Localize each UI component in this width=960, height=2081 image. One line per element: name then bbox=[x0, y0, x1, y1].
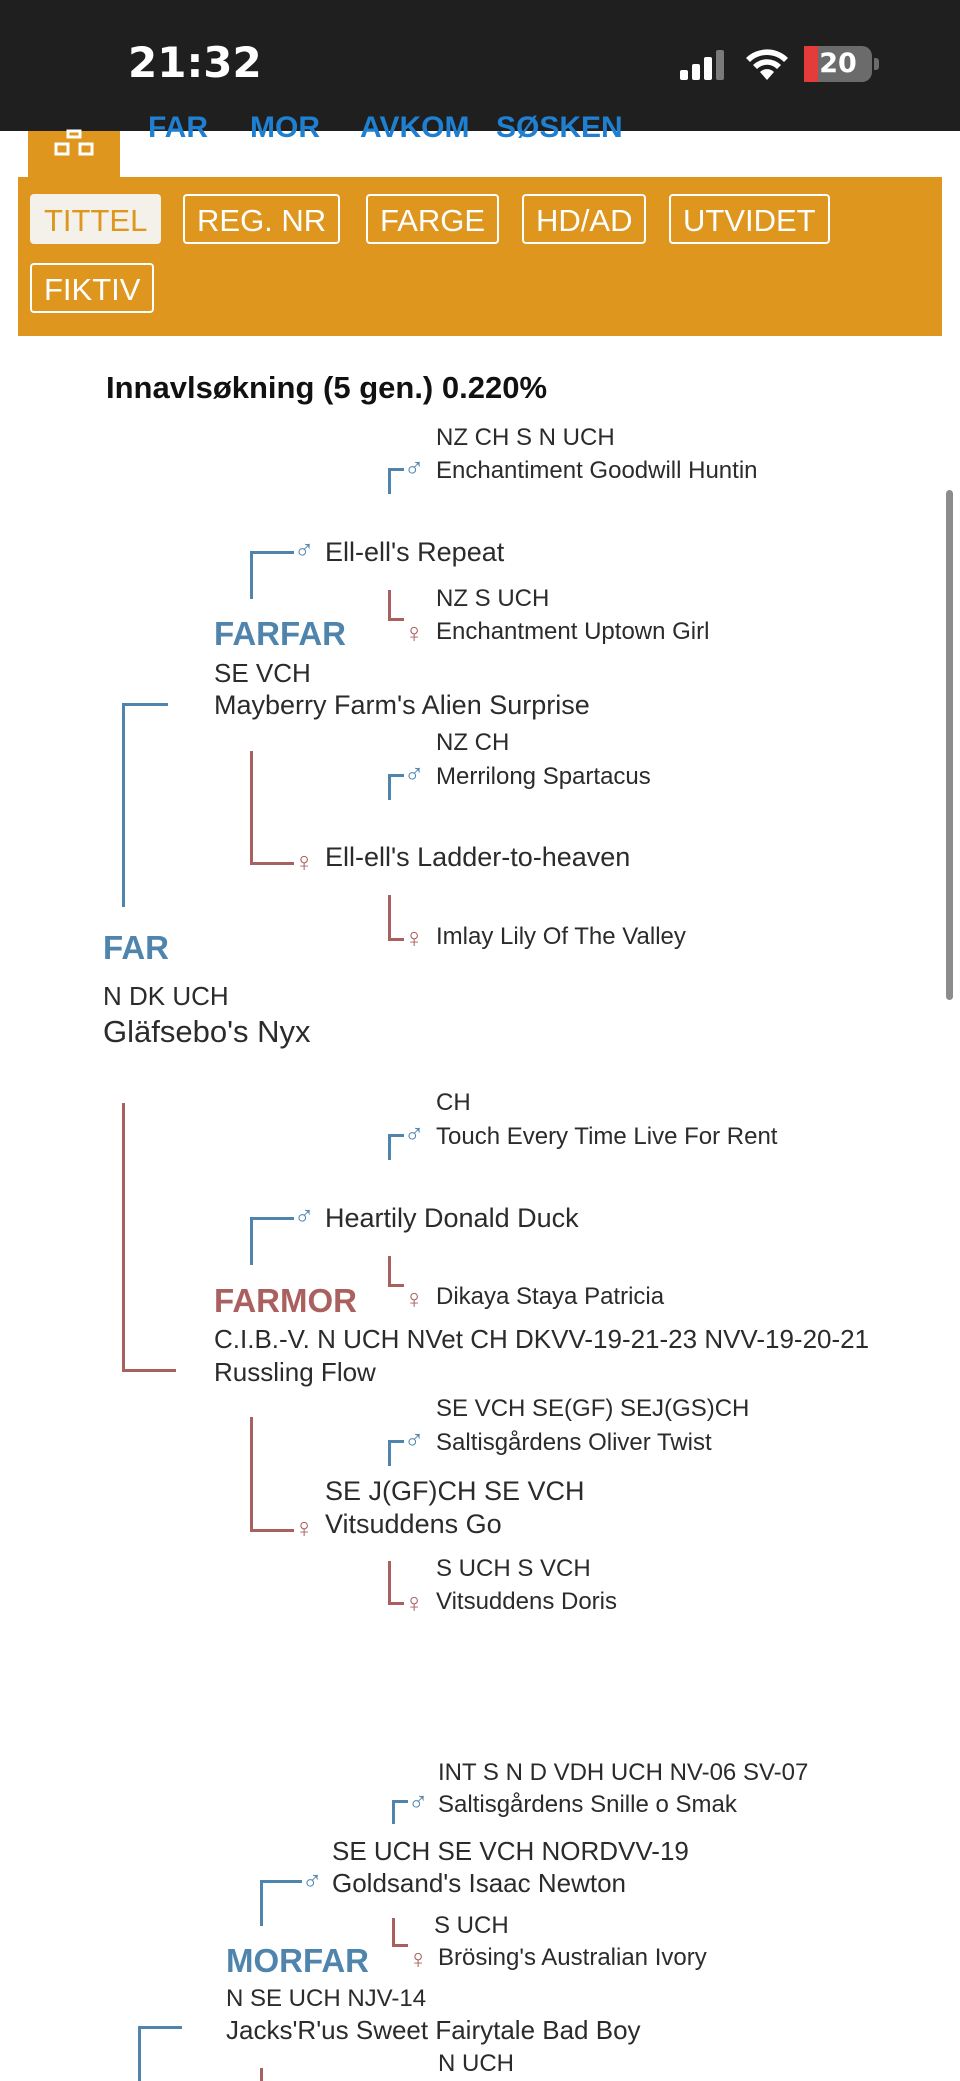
tab-far[interactable]: FAR bbox=[148, 111, 208, 144]
chip-utvidet[interactable]: UTVIDET bbox=[669, 194, 830, 244]
status-time: 21:32 bbox=[128, 38, 262, 87]
tab-sosken[interactable]: SØSKEN bbox=[496, 111, 623, 144]
battery-text: 20 bbox=[819, 48, 857, 79]
far-name[interactable]: Gläfsebo's Nyx bbox=[103, 1014, 311, 1049]
farmor-name[interactable]: Russling Flow bbox=[214, 1357, 376, 1387]
chip-hd-ad[interactable]: HD/AD bbox=[522, 194, 646, 244]
far-label: FAR bbox=[103, 929, 169, 966]
connector-morfar-dam-v bbox=[260, 2068, 263, 2081]
far-title: N DK UCH bbox=[103, 981, 229, 1011]
morfar-label: MORFAR bbox=[226, 1942, 369, 1979]
male-icon: ♂ bbox=[404, 1119, 425, 1149]
ffd-dam-name[interactable]: Imlay Lily Of The Valley bbox=[436, 923, 686, 950]
connector-mor-vertical bbox=[138, 2026, 141, 2081]
connector-ffs-dam-v bbox=[388, 590, 391, 620]
ffd-sire-name[interactable]: Merrilong Spartacus bbox=[436, 763, 651, 790]
male-icon: ♂ bbox=[408, 1787, 429, 1817]
connector-mfs-sire-v bbox=[392, 1800, 395, 1824]
connector-ffs-sire-v bbox=[388, 468, 391, 494]
chip-farge[interactable]: FARGE bbox=[366, 194, 499, 244]
connector-ffs-sire-h bbox=[388, 468, 404, 471]
connector-farfar-sire-h bbox=[250, 551, 294, 554]
ffs-dam-title: NZ S UCH bbox=[436, 585, 550, 612]
chip-tittel[interactable]: TITTEL bbox=[30, 194, 161, 244]
ffd-sire-title: NZ CH bbox=[436, 729, 510, 756]
connector-farfar-sire-v bbox=[250, 551, 253, 599]
connector-far-top bbox=[122, 703, 168, 706]
connector-far-vertical bbox=[122, 703, 125, 907]
fmd-dam-name[interactable]: Vitsuddens Doris bbox=[436, 1588, 617, 1615]
connector-fmd-sire-h bbox=[388, 1440, 404, 1443]
connector-farmor-dam-v bbox=[250, 1417, 253, 1531]
ffs-sire-title: NZ CH S N UCH bbox=[436, 424, 615, 451]
male-icon: ♂ bbox=[404, 453, 425, 483]
connector-farmor-dam-h bbox=[250, 1529, 294, 1532]
ffs-sire-name[interactable]: Enchantiment Goodwill Huntin bbox=[436, 457, 758, 484]
female-icon: ♀ bbox=[404, 1588, 425, 1618]
connector-farmor-sire-v bbox=[250, 1217, 253, 1265]
connector-morfar-sire-v bbox=[260, 1880, 263, 1926]
chip-reg-nr[interactable]: REG. NR bbox=[183, 194, 340, 244]
connector-morfar-sire-h bbox=[260, 1880, 302, 1883]
connector-mfs-dam-h bbox=[392, 1944, 408, 1947]
morfar-name[interactable]: Jacks'R'us Sweet Fairytale Bad Boy bbox=[226, 2015, 641, 2045]
mfs-sire-name[interactable]: Saltisgårdens Snille o Smak bbox=[438, 1791, 737, 1818]
morfar-sire-name[interactable]: Goldsand's Isaac Newton bbox=[332, 1868, 627, 1898]
farmor-dam-title: SE J(GF)CH SE VCH bbox=[325, 1476, 585, 1506]
fms-dam-name[interactable]: Dikaya Staya Patricia bbox=[436, 1283, 665, 1310]
farmor-title: C.I.B.-V. N UCH NVet CH DKVV-19-21-23 NVV-19-20-21 bbox=[214, 1324, 870, 1354]
connector-farmor-sire-h bbox=[250, 1217, 294, 1220]
female-icon: ♀ bbox=[404, 923, 425, 953]
farfar-label: FARFAR bbox=[214, 615, 346, 652]
tab-avkom[interactable]: AVKOM bbox=[360, 111, 470, 144]
connector-fmd-sire-v bbox=[388, 1440, 391, 1466]
fmd-sire-name[interactable]: Saltisgårdens Oliver Twist bbox=[436, 1429, 712, 1456]
connector-ffd-sire-v bbox=[388, 774, 391, 800]
connector-fms-sire-h bbox=[388, 1134, 404, 1137]
page-scrollbar[interactable] bbox=[946, 490, 953, 1000]
fms-sire-name[interactable]: Touch Every Time Live For Rent bbox=[436, 1123, 778, 1150]
ffs-dam-name[interactable]: Enchantment Uptown Girl bbox=[436, 618, 710, 645]
farfar-name[interactable]: Mayberry Farm's Alien Surprise bbox=[214, 690, 590, 720]
female-icon: ♀ bbox=[294, 847, 315, 877]
female-icon: ♀ bbox=[404, 1284, 425, 1314]
farfar-title: SE VCH bbox=[214, 658, 311, 688]
fmd-dam-title: S UCH S VCH bbox=[436, 1555, 591, 1582]
male-icon: ♂ bbox=[294, 535, 315, 565]
connector-ffd-dam-h bbox=[388, 938, 404, 941]
connector-fms-sire-v bbox=[388, 1134, 391, 1160]
tab-mor[interactable]: MOR bbox=[250, 111, 320, 144]
mfd-sire-title: N UCH bbox=[438, 2050, 514, 2077]
mfs-dam-title: S UCH bbox=[434, 1912, 509, 1939]
inbreeding-heading: Innavlsøkning (5 gen.) 0.220% bbox=[106, 370, 548, 405]
connector-ffd-dam-v bbox=[388, 895, 391, 940]
morfar-sire-title: SE UCH SE VCH NORDVV-19 bbox=[332, 1836, 689, 1866]
fmd-sire-title: SE VCH SE(GF) SEJ(GS)CH bbox=[436, 1395, 750, 1422]
connector-mfs-dam-v bbox=[392, 1918, 395, 1946]
connector-farmor-vertical bbox=[122, 1103, 125, 1371]
connector-farfar-dam-v bbox=[250, 751, 253, 864]
female-icon: ♀ bbox=[408, 1944, 429, 1974]
farfar-sire-name[interactable]: Ell-ell's Repeat bbox=[325, 537, 505, 567]
connector-farfar-dam-h bbox=[250, 862, 294, 865]
male-icon: ♂ bbox=[302, 1866, 323, 1896]
male-icon: ♂ bbox=[404, 759, 425, 789]
connector-morfar-top bbox=[138, 2026, 182, 2029]
connector-ffd-sire-h bbox=[388, 774, 404, 777]
mfs-dam-name[interactable]: Brösing's Australian Ivory bbox=[438, 1944, 707, 1971]
farmor-dam-name[interactable]: Vitsuddens Go bbox=[325, 1509, 502, 1539]
farfar-dam-name[interactable]: Ell-ell's Ladder-to-heaven bbox=[325, 842, 631, 872]
connector-mfs-sire-h bbox=[392, 1800, 408, 1803]
male-icon: ♂ bbox=[294, 1201, 315, 1231]
female-icon: ♀ bbox=[404, 618, 425, 648]
connector-farmor-bottom bbox=[122, 1369, 176, 1372]
connector-ffs-dam-h bbox=[388, 618, 404, 621]
chip-fiktiv[interactable]: FIKTIV bbox=[30, 263, 154, 313]
male-icon: ♂ bbox=[404, 1425, 425, 1455]
connector-fmd-dam-h bbox=[388, 1602, 404, 1605]
mfs-sire-title: INT S N D VDH UCH NV-06 SV-07 bbox=[438, 1759, 809, 1786]
morfar-title: N SE UCH NJV-14 bbox=[226, 1985, 427, 2012]
connector-fms-dam-v bbox=[388, 1256, 391, 1286]
female-icon: ♀ bbox=[294, 1513, 315, 1543]
farmor-sire-name[interactable]: Heartily Donald Duck bbox=[325, 1203, 579, 1233]
connector-fms-dam-h bbox=[388, 1284, 404, 1287]
connector-fmd-dam-v bbox=[388, 1561, 391, 1604]
farmor-label: FARMOR bbox=[214, 1282, 357, 1319]
fms-sire-title: CH bbox=[436, 1089, 471, 1116]
